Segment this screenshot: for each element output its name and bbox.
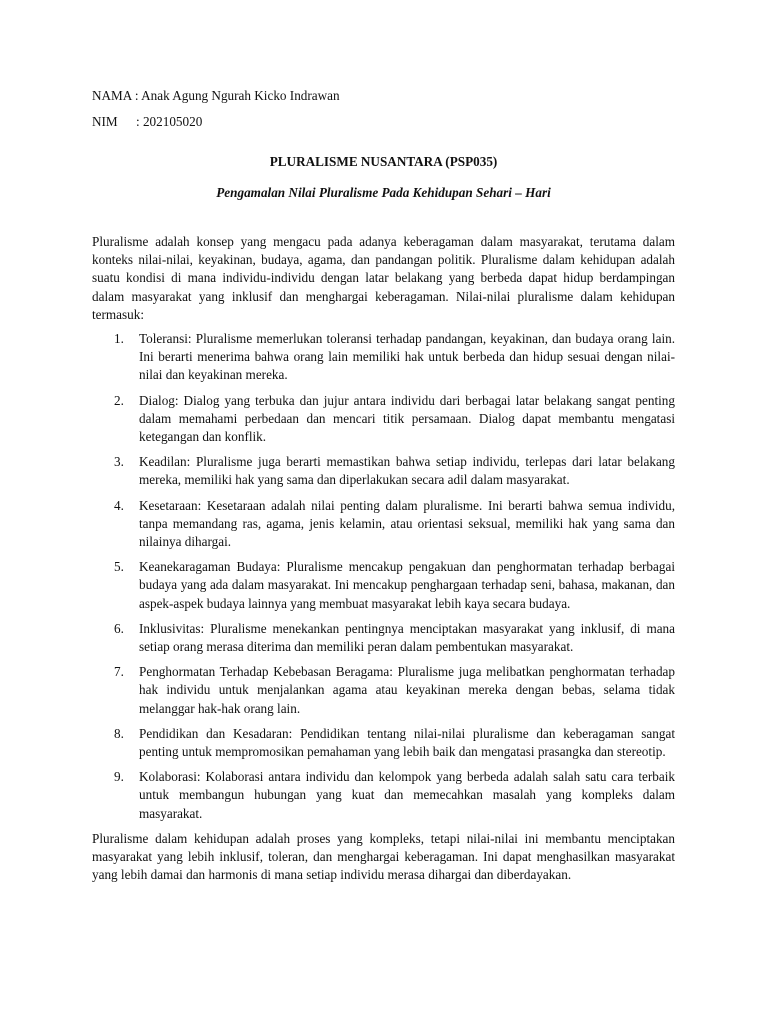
list-item-number: 9. bbox=[114, 769, 124, 785]
nim-label: NIM bbox=[92, 114, 118, 129]
list-item-number: 8. bbox=[114, 725, 124, 741]
list-item-number: 6. bbox=[114, 620, 124, 636]
list-item-number: 5. bbox=[114, 559, 124, 575]
list-item-text: Dialog: Dialog yang terbuka dan jujur antara individu dari berbagai latar belakang sangat penting dalam memahami perbedaan dan mencari titik persamaan. Dialog dapat membantu mengatasi ketegangan dan konflik. bbox=[139, 392, 675, 445]
pluralism-values-list bbox=[92, 330, 675, 823]
list-item bbox=[92, 453, 675, 489]
student-nim-row bbox=[92, 112, 675, 131]
list-item bbox=[92, 620, 675, 656]
list-item-text: Kesetaraan: Kesetaraan adalah nilai penting dalam pluralisme. Ini berarti bahwa semua individu, tanpa memandang ras, agama, jenis kelamin, atau orientasi seksual, memiliki hak yang sama dan nilainya dihargai. bbox=[139, 497, 675, 550]
list-item-text: Keadilan: Pluralisme juga berarti memastikan bahwa setiap individu, terlepas dari latar belakang mereka, memiliki hak yang sama dan diperlakukan secara adil dalam masyarakat. bbox=[139, 454, 675, 488]
list-item bbox=[92, 663, 675, 718]
list-item-text: Pendidikan dan Kesadaran: Pendidikan tentang nilai-nilai pluralisme dan keberagaman sangat penting untuk mempromosikan pemahaman yang lebih baik dan mengatasi prasangka dan stereotip. bbox=[139, 725, 675, 760]
document-title: PLURALISME NUSANTARA (PSP035) bbox=[269, 154, 498, 169]
list-item bbox=[92, 768, 675, 823]
student-name-row bbox=[92, 86, 675, 105]
closing-paragraph: Pluralisme dalam kehidupan adalah proses yang kompleks, tetapi nilai-nilai ini membantu menciptakan masyarakat yang lebih inklusif, toleran, dan menghargai keberagaman. Ini dapat menghasilkan masyarakat yang lebih damai dan harmonis di mana setiap individu merasa dihargai dan diberdayakan. bbox=[92, 830, 675, 883]
list-item bbox=[92, 330, 675, 385]
intro-paragraph: Pluralisme adalah konsep yang mengacu pada adanya keberagaman dalam masyarakat, terutama dalam konteks nilai-nilai, keyakinan, budaya, agama, dan pandangan politik. Pluralisme dalam kehidupan adalah suatu kondisi di mana individu-individu dengan latar belakang yang berbeda dapat hidup berdampingan dalam masyarakat yang inklusif dan menghargai keberagaman. Nilai-nilai pluralisme dalam kehidupan termasuk: bbox=[92, 234, 675, 322]
list-item-number: 2. bbox=[114, 392, 124, 408]
list-item-text: Toleransi: Pluralisme memerlukan toleransi terhadap pandangan, keyakinan, dan budaya orang lain. Ini berarti menerima bahwa orang lain memiliki hak untuk berbeda dan hidup sesuai dengan nilai-nilai dan keyakinan mereka. bbox=[139, 331, 675, 383]
list-item bbox=[92, 725, 675, 761]
list-item bbox=[92, 497, 675, 552]
list-item-text: Inklusivitas: Pluralisme menekankan pentingnya menciptakan masyarakat yang inklusif, di mana setiap orang merasa diterima dan memiliki peran dalam pembentukan masyarakat. bbox=[139, 620, 675, 655]
nim-value: : 202105020 bbox=[136, 114, 203, 129]
list-item-number: 3. bbox=[114, 454, 124, 470]
student-name: NAMA : Anak Agung Ngurah Kicko Indrawan bbox=[92, 88, 340, 103]
document-page bbox=[92, 86, 675, 885]
list-item-number: 4. bbox=[114, 497, 124, 513]
list-item-text: Penghormatan Terhadap Kebebasan Beragama: Pluralisme juga melibatkan penghormatan terhadap hak individu untuk menjalankan agama atau keyakinan mereka dengan bebas, selama tidak melanggar hak-hak orang lain. bbox=[139, 664, 675, 716]
list-item-number: 1. bbox=[114, 331, 124, 347]
list-item bbox=[92, 558, 675, 613]
list-item-text: Keanekaragaman Budaya: Pluralisme mencakup pengakuan dan penghormatan terhadap berbagai budaya yang ada dalam masyarakat. Ini mencakup penghargaan terhadap seni, bahasa, makanan, dan aspek-aspek budaya lainnya yang membuat masyarakat lebih kaya secara budaya. bbox=[139, 559, 675, 611]
list-item bbox=[92, 392, 675, 447]
list-item-text: Kolaborasi: Kolaborasi antara individu dan kelompok yang berbeda adalah salah satu cara terbaik untuk membangun hubungan yang kuat dan memecahkan masalah yang kompleks dalam masyarakat. bbox=[139, 769, 675, 821]
document-subtitle: Pengamalan Nilai Pluralisme Pada Kehidupan Sehari – Hari bbox=[216, 185, 551, 200]
list-item-number: 7. bbox=[114, 664, 124, 680]
